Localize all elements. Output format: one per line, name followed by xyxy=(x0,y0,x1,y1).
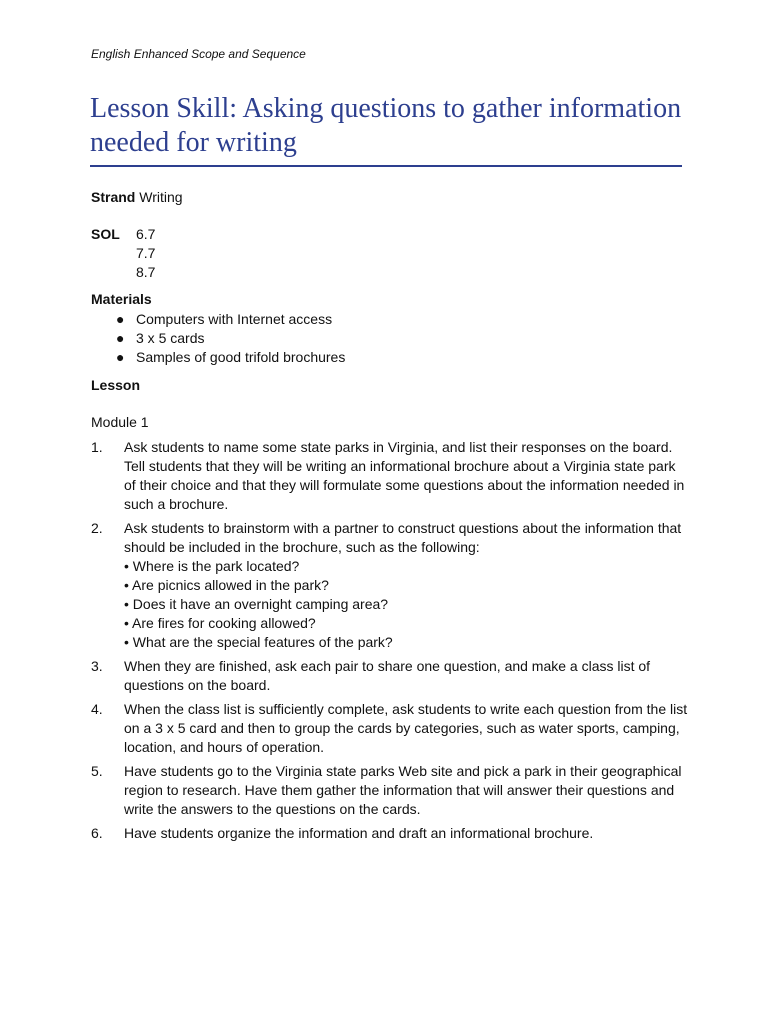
materials-item-text: 3 x 5 cards xyxy=(136,330,205,346)
lesson-title: Lesson Skill: Asking questions to gather information needed for writing xyxy=(90,93,682,158)
sol-value: 6.7 xyxy=(136,226,156,242)
step-number: 5. xyxy=(91,763,103,779)
step-text: Have students organize the information and draft an informational brochure. xyxy=(124,825,594,841)
materials-item xyxy=(116,310,345,329)
sol-values xyxy=(136,225,155,282)
lesson-step xyxy=(91,519,691,652)
materials-list xyxy=(116,310,345,367)
materials-item-text: Computers with Internet access xyxy=(136,311,333,327)
sol-label: SOL xyxy=(91,226,120,242)
materials-item xyxy=(116,348,345,367)
sol-value: 7.7 xyxy=(136,245,156,261)
step-text: Ask students to name some state parks in Virginia, and list their responses on the board. Tell students that they will be writing an informational brochure about a Virginia state park of their choice and that they will formulate some questions about the information needed in such a brochure. xyxy=(124,439,685,512)
step-body xyxy=(124,519,689,652)
materials-item xyxy=(116,329,345,348)
bullet-icon: ● xyxy=(116,330,125,346)
materials-heading: Materials xyxy=(91,291,152,307)
lesson-step xyxy=(91,700,691,757)
materials-item-text: Samples of good trifold brochures xyxy=(136,349,346,365)
lesson-steps xyxy=(91,438,691,848)
question-item: • Are fires for cooking allowed? xyxy=(124,614,689,633)
sol-value: 8.7 xyxy=(136,264,156,280)
strand-label: Strand xyxy=(91,189,136,205)
page-header: English Enhanced Scope and Sequence xyxy=(91,47,306,61)
lesson-step xyxy=(91,762,691,819)
step-number: 6. xyxy=(91,825,103,841)
question-item: • Where is the park located? xyxy=(124,557,689,576)
step-number: 2. xyxy=(91,520,103,536)
step-number: 1. xyxy=(91,439,103,455)
step-number: 3. xyxy=(91,658,103,674)
lesson-step xyxy=(91,824,691,843)
step-text: Have students go to the Virginia state parks Web site and pick a park in their geographical region to research. Have them gather the information that will answer their questions and write the answers to the questions on the cards. xyxy=(124,763,682,817)
bullet-icon: ● xyxy=(116,311,125,327)
lesson-step xyxy=(91,438,691,514)
strand-value: Writing xyxy=(139,189,183,205)
step-text: Ask students to brainstorm with a partner to construct questions about the information that should be included in the brochure, such as the following: xyxy=(124,520,682,555)
strand-line xyxy=(91,188,183,207)
step-text: When the class list is sufficiently complete, ask students to write each question from the list on a 3 x 5 card and then to group the cards by categories, such as water sports, camping, location, and hours of operation. xyxy=(124,701,688,755)
lesson-heading: Lesson xyxy=(91,377,141,393)
question-item: • Does it have an overnight camping area? xyxy=(124,595,689,614)
question-item: • What are the special features of the park? xyxy=(124,633,689,652)
question-item: • Are picnics allowed in the park? xyxy=(124,576,689,595)
title-rule xyxy=(90,165,682,167)
module-heading: Module 1 xyxy=(91,414,149,430)
step-text: When they are finished, ask each pair to share one question, and make a class list of questions on the board. xyxy=(124,658,651,693)
step-number: 4. xyxy=(91,701,103,717)
lesson-step xyxy=(91,657,691,695)
question-list xyxy=(124,557,689,652)
bullet-icon: ● xyxy=(116,349,125,365)
